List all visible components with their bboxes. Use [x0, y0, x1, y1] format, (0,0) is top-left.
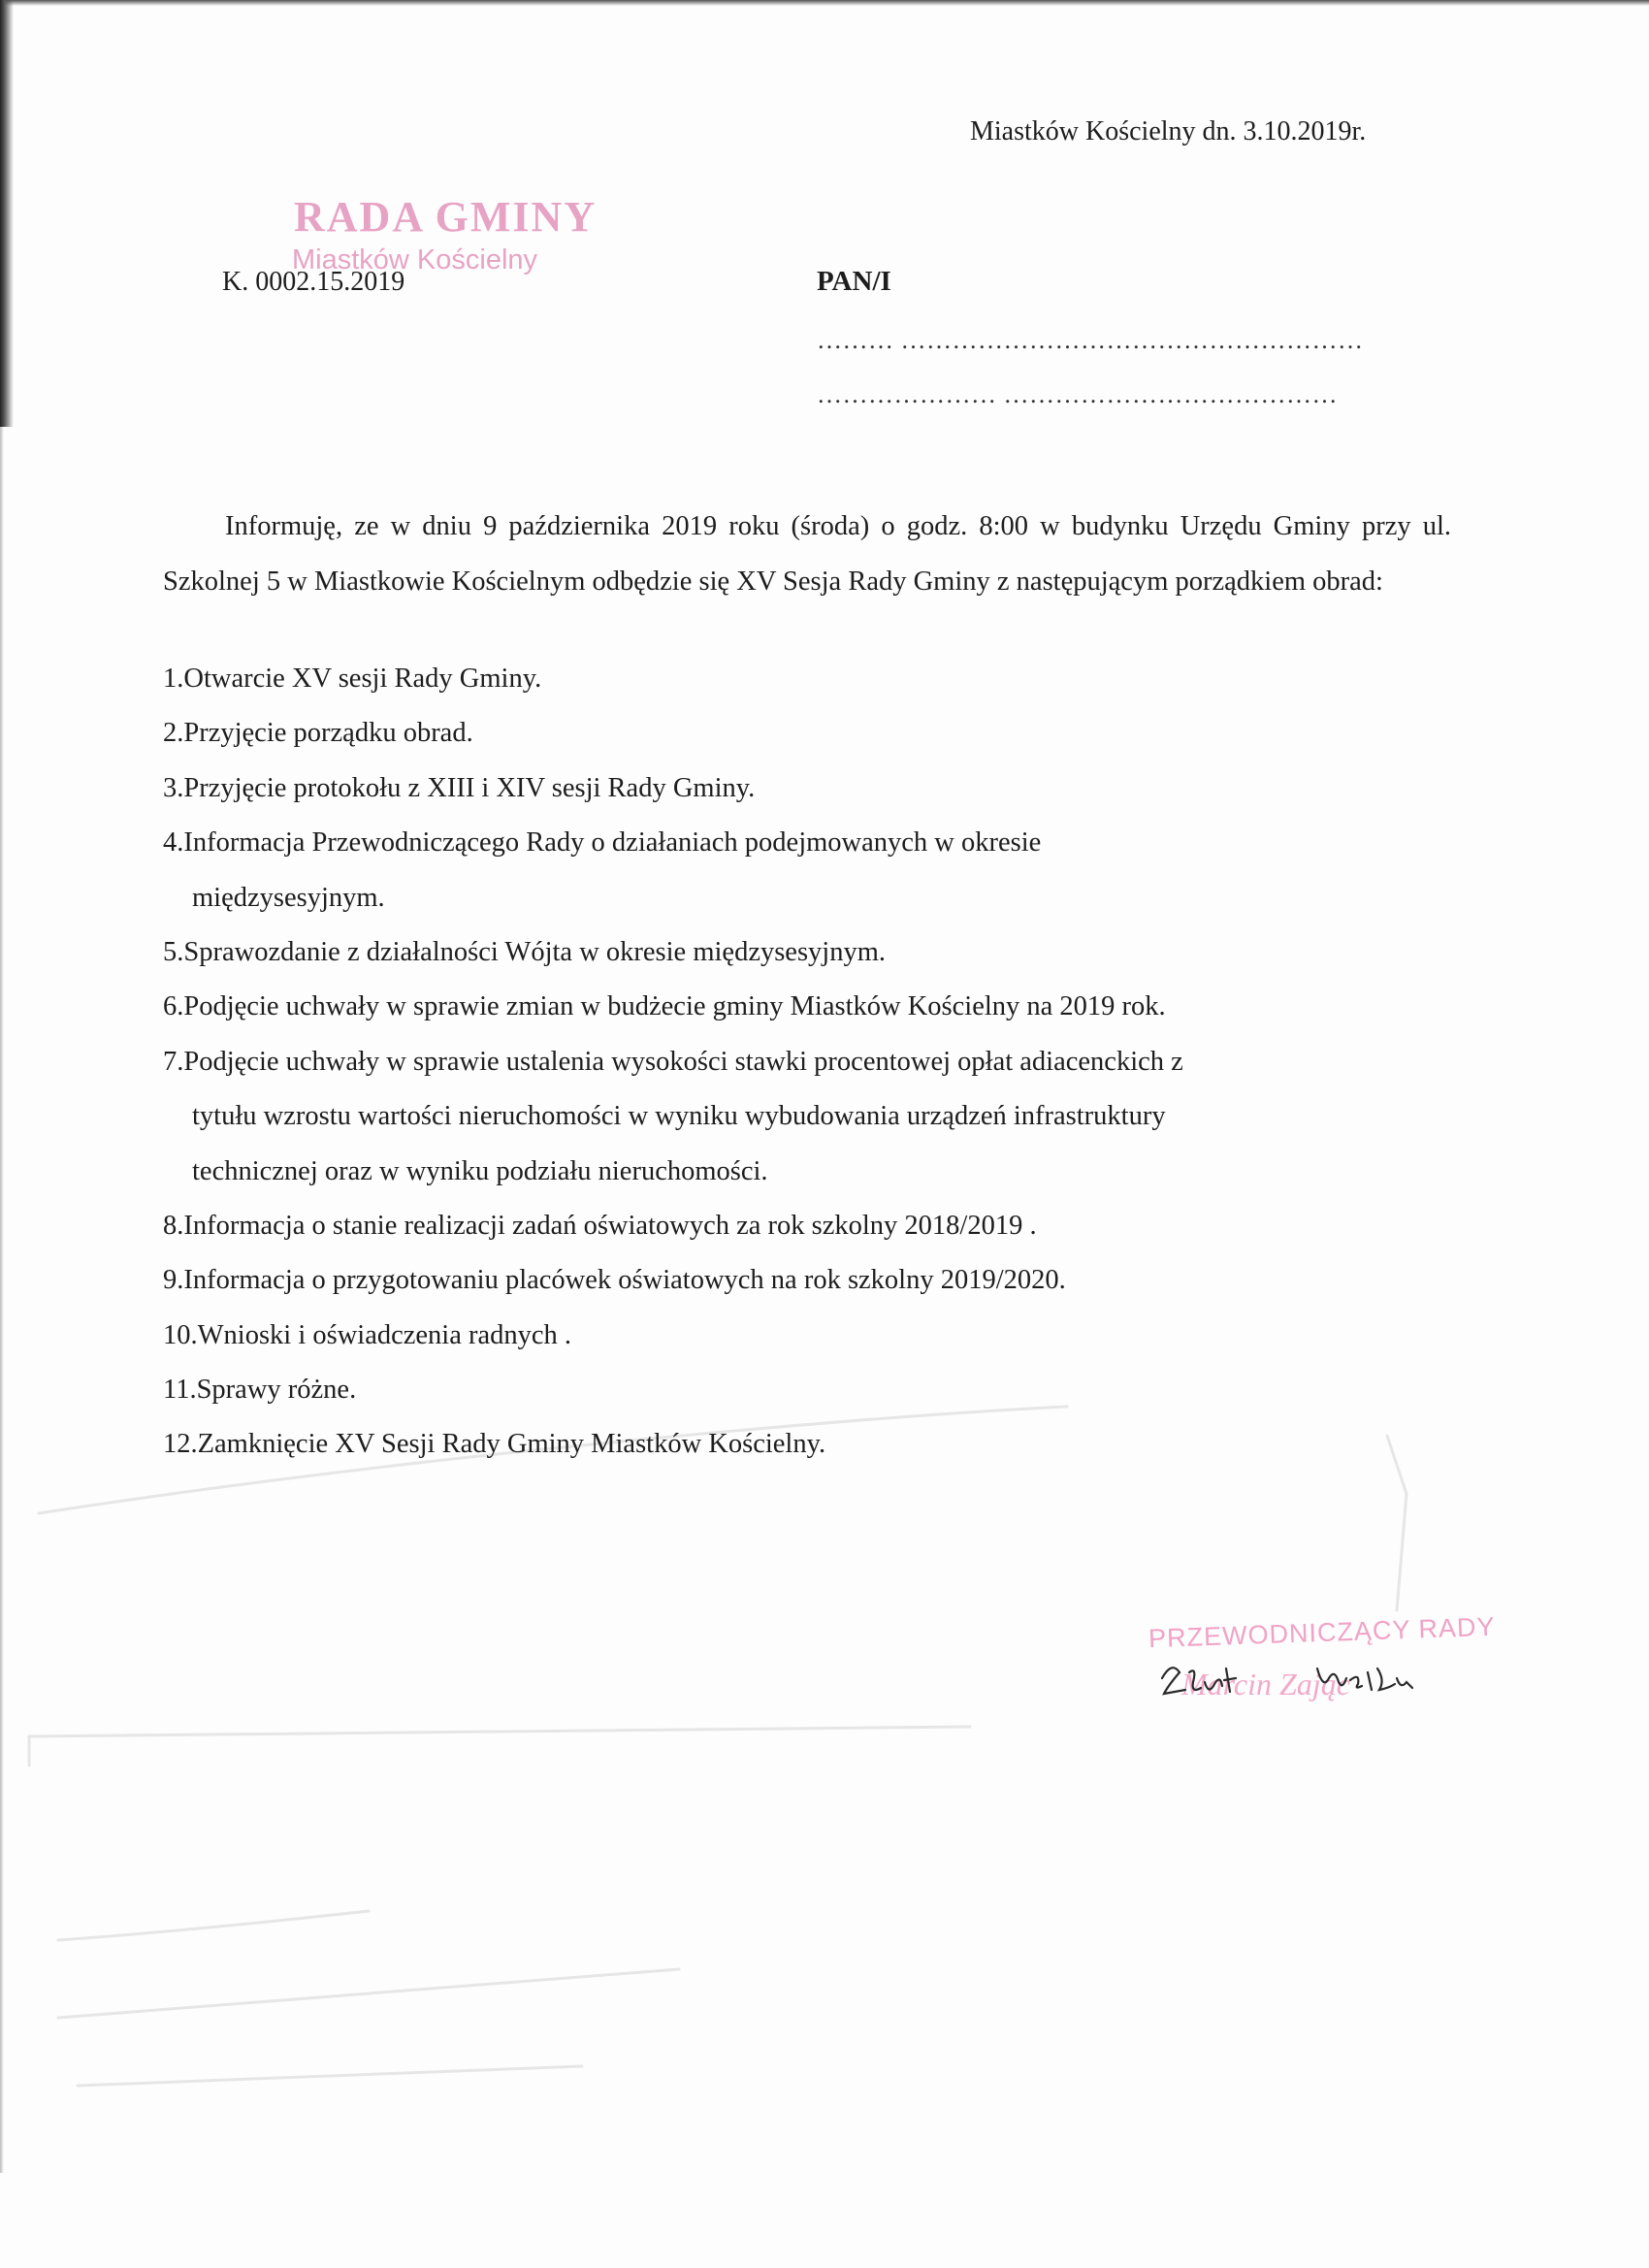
agenda-item-text: Wnioski i oświadczenia radnych .: [197, 1319, 572, 1350]
agenda-item: [163, 664, 1463, 718]
agenda-item-text: Sprawozdanie z działalności Wójta w okresie międzysesyjnym.: [183, 936, 887, 967]
agenda-item: [163, 1047, 1463, 1101]
agenda-item: [163, 1265, 1463, 1319]
agenda-item-text: Informacja o przygotowaniu placówek oświatowych na rok szkolny 2019/2020.: [183, 1265, 1066, 1296]
scan-edge-left: [0, 0, 14, 427]
agenda-item: [163, 1101, 1463, 1155]
address-line-2: ………………… …………………………………: [817, 380, 1338, 408]
agenda-item-text: Przyjęcie porządku obrad.: [183, 718, 473, 749]
agenda-item-text: Zamknięcie XV Sesji Rady Gminy Miastków Kościelny.: [197, 1429, 826, 1460]
agenda-item: [163, 1156, 1463, 1211]
agenda-item: [163, 1375, 1463, 1429]
agenda-item-text: Informacja Przewodniczącego Rady o działaniach podejmowanych w okresie: [183, 827, 1042, 859]
agenda-item-number: 8.: [163, 1210, 184, 1241]
council-stamp-location: Miastków Kościelny: [292, 244, 538, 275]
agenda-item-continuation: tytułu wzrostu wartości nieruchomości w wyniku wybudowania urządzeń infrastruktury: [192, 1101, 1166, 1132]
agenda-item-text: Sprawy różne.: [196, 1375, 357, 1406]
handwritten-signature: [1152, 1639, 1424, 1717]
agenda-item-number: 9.: [163, 1265, 184, 1296]
agenda-item: [163, 827, 1463, 882]
agenda-item-number: 7.: [163, 1046, 184, 1077]
agenda-item-number: 2.: [163, 718, 184, 749]
agenda-item-number: 11.: [163, 1375, 197, 1406]
scan-edge-shadow: [0, 427, 4, 2173]
agenda-item-number: 12.: [163, 1429, 198, 1460]
agenda-item: [163, 883, 1463, 937]
agenda-item: [163, 718, 1463, 772]
agenda-item: [163, 773, 1463, 827]
intro-text: Informuję, ze w dniu 9 października 2019 roku (środa) o godz. 8:00 w budynku Urzędu Gminy przy ul. Szkolnej 5 w Miastkowie Kościelnym odbędzie się XV Sesja Rady Gminy z następującym porządkiem obrad:: [163, 511, 1451, 597]
agenda-item-number: 3.: [163, 772, 184, 803]
reference-number: K. 0002.15.2019: [222, 267, 405, 297]
agenda-item-number: 4.: [163, 827, 184, 859]
chairman-stamp-name: Marcin Zając: [1181, 1667, 1350, 1701]
agenda-item: [163, 1320, 1463, 1375]
agenda-item: [163, 991, 1463, 1046]
agenda-item: [163, 1429, 1463, 1483]
agenda-item-text: Przyjęcie protokołu z XIII i XIV sesji Rady Gminy.: [183, 772, 756, 803]
agenda-item-text: Otwarcie XV sesji Rady Gminy.: [183, 664, 542, 694]
agenda-item-number: 6.: [163, 991, 184, 1022]
agenda-item-text: Informacja o stanie realizacji zadań oświatowych za rok szkolny 2018/2019 .: [183, 1210, 1037, 1241]
agenda-list: [163, 664, 1463, 1484]
document-date: Miastków Kościelny dn. 3.10.2019r.: [970, 116, 1367, 146]
council-stamp-title: RADA GMINY: [294, 193, 598, 241]
agenda-item-number: 1.: [163, 664, 184, 694]
chairman-stamp-title: PRZEWODNICZĄCY RADY: [1148, 1611, 1496, 1654]
agenda-item-continuation: międzysesyjnym.: [192, 882, 385, 913]
agenda-item-continuation: technicznej oraz w wyniku podziału nieruchomości.: [192, 1155, 768, 1186]
address-line-1: ……… ………………………………………………: [817, 326, 1364, 354]
agenda-item: [163, 1211, 1463, 1265]
agenda-item-text: Podjęcie uchwały w sprawie ustalenia wysokości stawki procentowej opłat adiacenckich z: [183, 1046, 1183, 1077]
addressee-label: PAN/I: [817, 266, 891, 297]
intro-paragraph: [163, 499, 1451, 609]
agenda-item-number: 10.: [163, 1319, 198, 1350]
agenda-item-number: 5.: [163, 936, 184, 967]
scan-edge-top: [0, 0, 1649, 6]
agenda-item-text: Podjęcie uchwały w sprawie zmian w budżecie gminy Miastków Kościelny na 2019 rok.: [183, 991, 1166, 1022]
agenda-item: [163, 937, 1463, 991]
